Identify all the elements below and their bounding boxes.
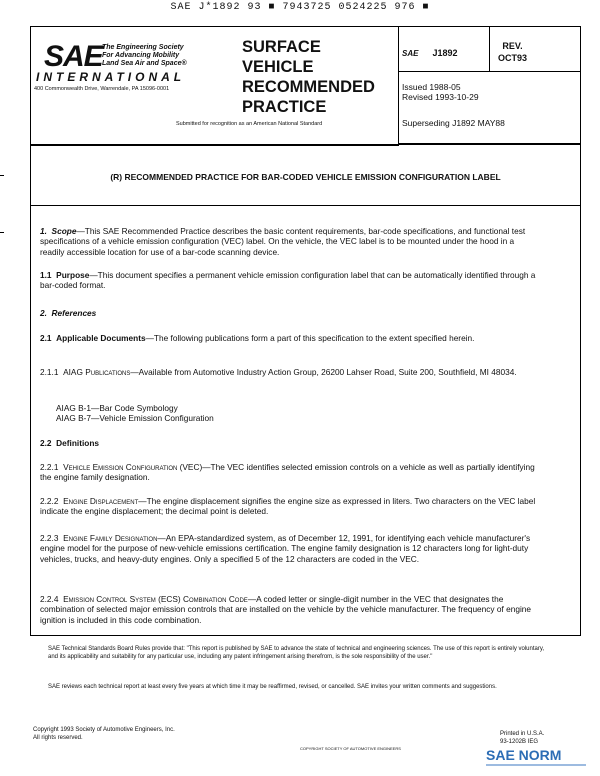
document-title: (R) RECOMMENDED PRACTICE FOR BAR-CODED VEHICLE EMISSION CONFIGURATION LABEL xyxy=(110,172,501,182)
sae-logo: SAE xyxy=(44,40,103,73)
section-2-1-1: 2.1.1 AIAG Publications—Available from Automotive Industry Action Group, 26200 Lahser Road, Suite 200, Southfield, MI 48034. xyxy=(40,367,517,377)
address: 400 Commonwealth Drive, Warrendale, PA 15096-0001 xyxy=(34,86,170,92)
watermark-text: SAE NORM xyxy=(486,747,562,763)
section-2-2: 2.2 Definitions xyxy=(40,438,100,448)
section-2: 2. References xyxy=(40,308,97,318)
copyright: Copyright 1993 Society of Automotive Engineers, Inc. All rights reserved. xyxy=(33,727,175,741)
sae-norm-watermark xyxy=(484,742,594,772)
section-2-1: 2.1 Applicable Documents—The following publications form a part of this specification to the extent specified herein. xyxy=(40,333,475,343)
section-1-1: 1.1 Purpose—This document specifies a permanent vehicle emission configuration label that can be automatically identified through a bar-coded format. xyxy=(40,270,536,291)
doc-category-title: SURFACE VEHICLE RECOMMENDED PRACTICE xyxy=(242,38,375,116)
policy-note: SAE Technical Standards Board Rules provide that: "This report is published by SAE to advance the state of technical and engineering sciences. The use of this report is entirely voluntary, and its applicability and suitability for any particular use, including any patent infringement arising therefrom, is the sole responsibility of the user." xyxy=(48,646,545,660)
doc-number: SAE J1892 xyxy=(402,48,458,58)
section-1: 1. Scope—This SAE Recommended Practice describes the basic content requirements, bar-code specifications, and functional test specifications of a vehicle emission configuration (VEC) label. On the vehicle, the VEC label is to be mounted under the hood in a readily accessible location for use of a bar-code scanning device. xyxy=(40,226,526,257)
revision-box: REV. OCT93 xyxy=(498,41,528,63)
society-tagline: The Engineering Society For Advancing Mobility Land Sea Air and Space® xyxy=(102,44,187,67)
margin-tick xyxy=(0,175,4,176)
section-2-2-3: 2.2.3 Engine Family Designation—An EPA-standardized system, as of December 12, 1991, for identifying each vehicle manufacturer's engine model for the purpose of new-vehicle emissions certification. The engine family designation is 12 characters long for light-duty vehicles, trucks, and heavy-duty engines. Only a specified 5 of the 12 characters are coded in the VEC. xyxy=(40,533,531,564)
issue-dates: Issued 1988-05 Revised 1993-10-29 xyxy=(402,82,479,102)
printed-info: Printed in U.S.A. 93-1202B IEG xyxy=(500,731,545,745)
section-2-2-1: 2.2.1 Vehicle Emission Configuration (VEC)—The VEC identifies selected emission controls on a vehicle as well as partially identifying the engine family designation. xyxy=(40,462,535,483)
margin-tick xyxy=(0,232,4,233)
international-label: INTERNATIONAL xyxy=(36,70,186,84)
bottom-small-text: COPYRIGHT SOCIETY OF AUTOMOTIVE ENGINEERS xyxy=(300,746,401,751)
aiag-list: AIAG B-1—Bar Code Symbology AIAG B-7—Vehicle Emission Configuration xyxy=(56,403,214,424)
superseding: Superseding J1892 MAY88 xyxy=(402,118,505,128)
section-2-2-2: 2.2.2 Engine Displacement—The engine displacement signifies the engine size as expressed in liters. Two characters on the VEC label indicate the engine displacement; the decimal point is deleted. xyxy=(40,496,536,517)
review-note: SAE reviews each technical report at least every five years at which time it may be reaffirmed, revised, or cancelled. SAE invites your written comments and suggestions. xyxy=(48,684,497,690)
submitted-note: Submitted for recognition as an American National Standard xyxy=(176,121,323,127)
top-barcode-text: SAE J*1892 93 ■ 7943725 0524225 976 ■ xyxy=(170,2,430,13)
section-2-2-4: 2.2.4 Emission Control System (ECS) Combination Code—A coded letter or single-digit number in the VEC that designates the combination of selected major emission controls that are installed on the vehicle by the vehicle manufacturer. The frequency of engine ignition is included in this code combination. xyxy=(40,594,532,625)
